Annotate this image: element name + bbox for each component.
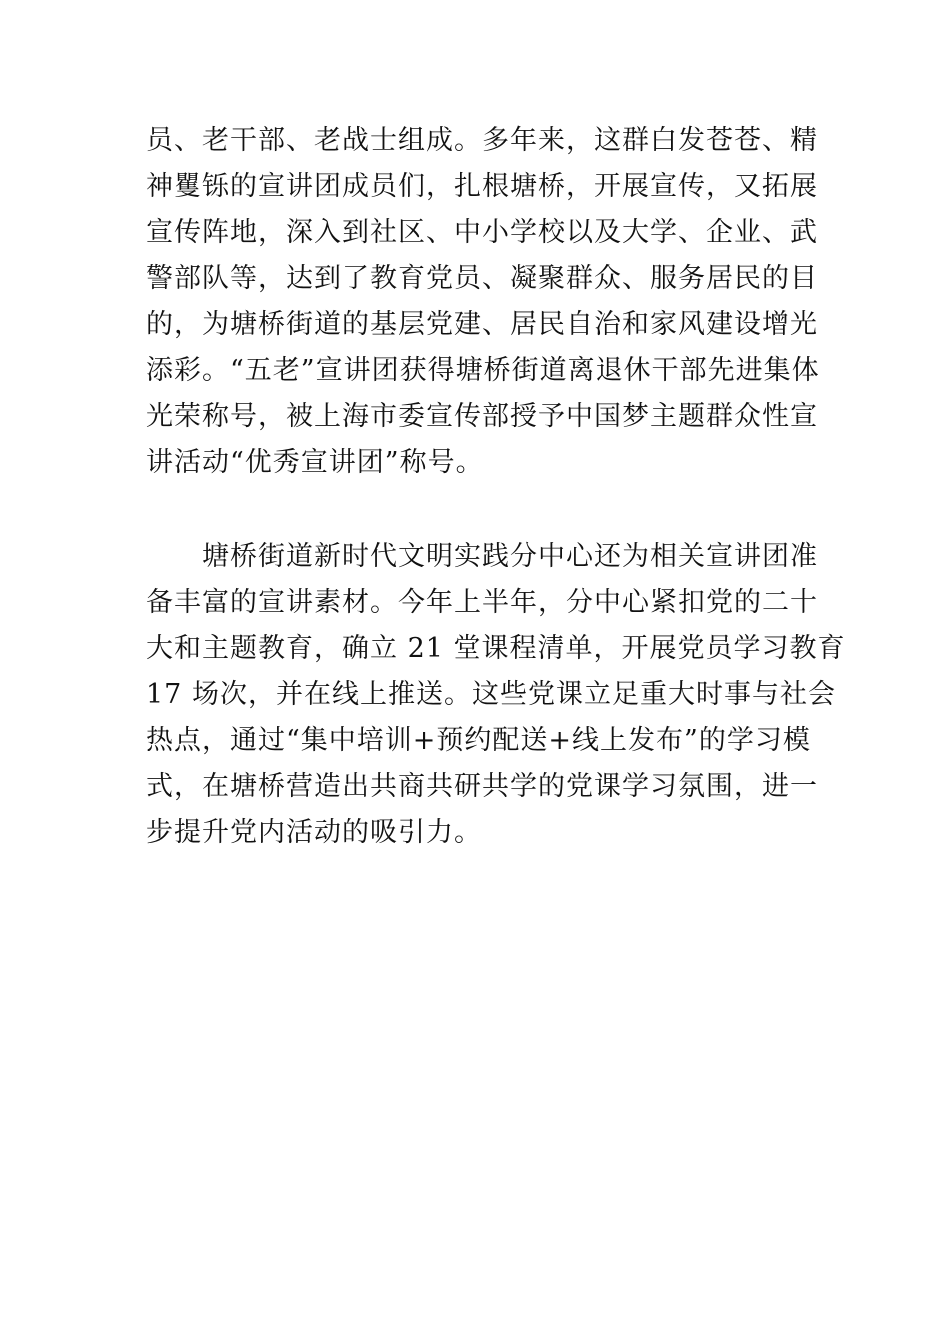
text-line: 添彩。“五老”宣讲团获得塘桥街道离退休干部先进集体 xyxy=(146,355,820,386)
text-line: 备丰富的宣讲素材。今年上半年，分中心紧扣党的二十 xyxy=(146,587,818,618)
text-line: 式，在塘桥营造出共商共研共学的党课学习氛围，进一 xyxy=(146,771,818,802)
text-line: 光荣称号，被上海市委宣传部授予中国梦主题群众性宣 xyxy=(146,401,818,432)
text-line: 讲活动“优秀宣讲团”称号。 xyxy=(146,447,484,478)
text-line: 神矍铄的宣讲团成员们，扎根塘桥，开展宣传，又拓展 xyxy=(146,171,818,202)
text-line: 大和主题教育，确立 21 堂课程清单，开展党员学习教育 xyxy=(146,633,846,664)
paragraph-spacer xyxy=(146,486,808,534)
paragraph-1 xyxy=(146,118,820,486)
text-line: 宣传阵地，深入到社区、中小学校以及大学、企业、武 xyxy=(146,217,818,248)
text-line: 员、老干部、老战士组成。多年来，这群白发苍苍、精 xyxy=(146,125,818,156)
document-body xyxy=(146,118,846,856)
text-line: 塘桥街道新时代文明实践分中心还为相关宣讲团准 xyxy=(146,541,818,572)
paragraph-2 xyxy=(146,534,846,856)
text-line: 热点，通过“集中培训+预约配送+线上发布”的学习模 xyxy=(146,725,811,756)
text-line: 警部队等，达到了教育党员、凝聚群众、服务居民的目 xyxy=(146,263,818,294)
text-line: 的，为塘桥街道的基层党建、居民自治和家风建设增光 xyxy=(146,309,818,340)
text-line: 17 场次，并在线上推送。这些党课立足重大时事与社会 xyxy=(146,679,836,710)
text-line: 步提升党内活动的吸引力。 xyxy=(146,817,482,848)
